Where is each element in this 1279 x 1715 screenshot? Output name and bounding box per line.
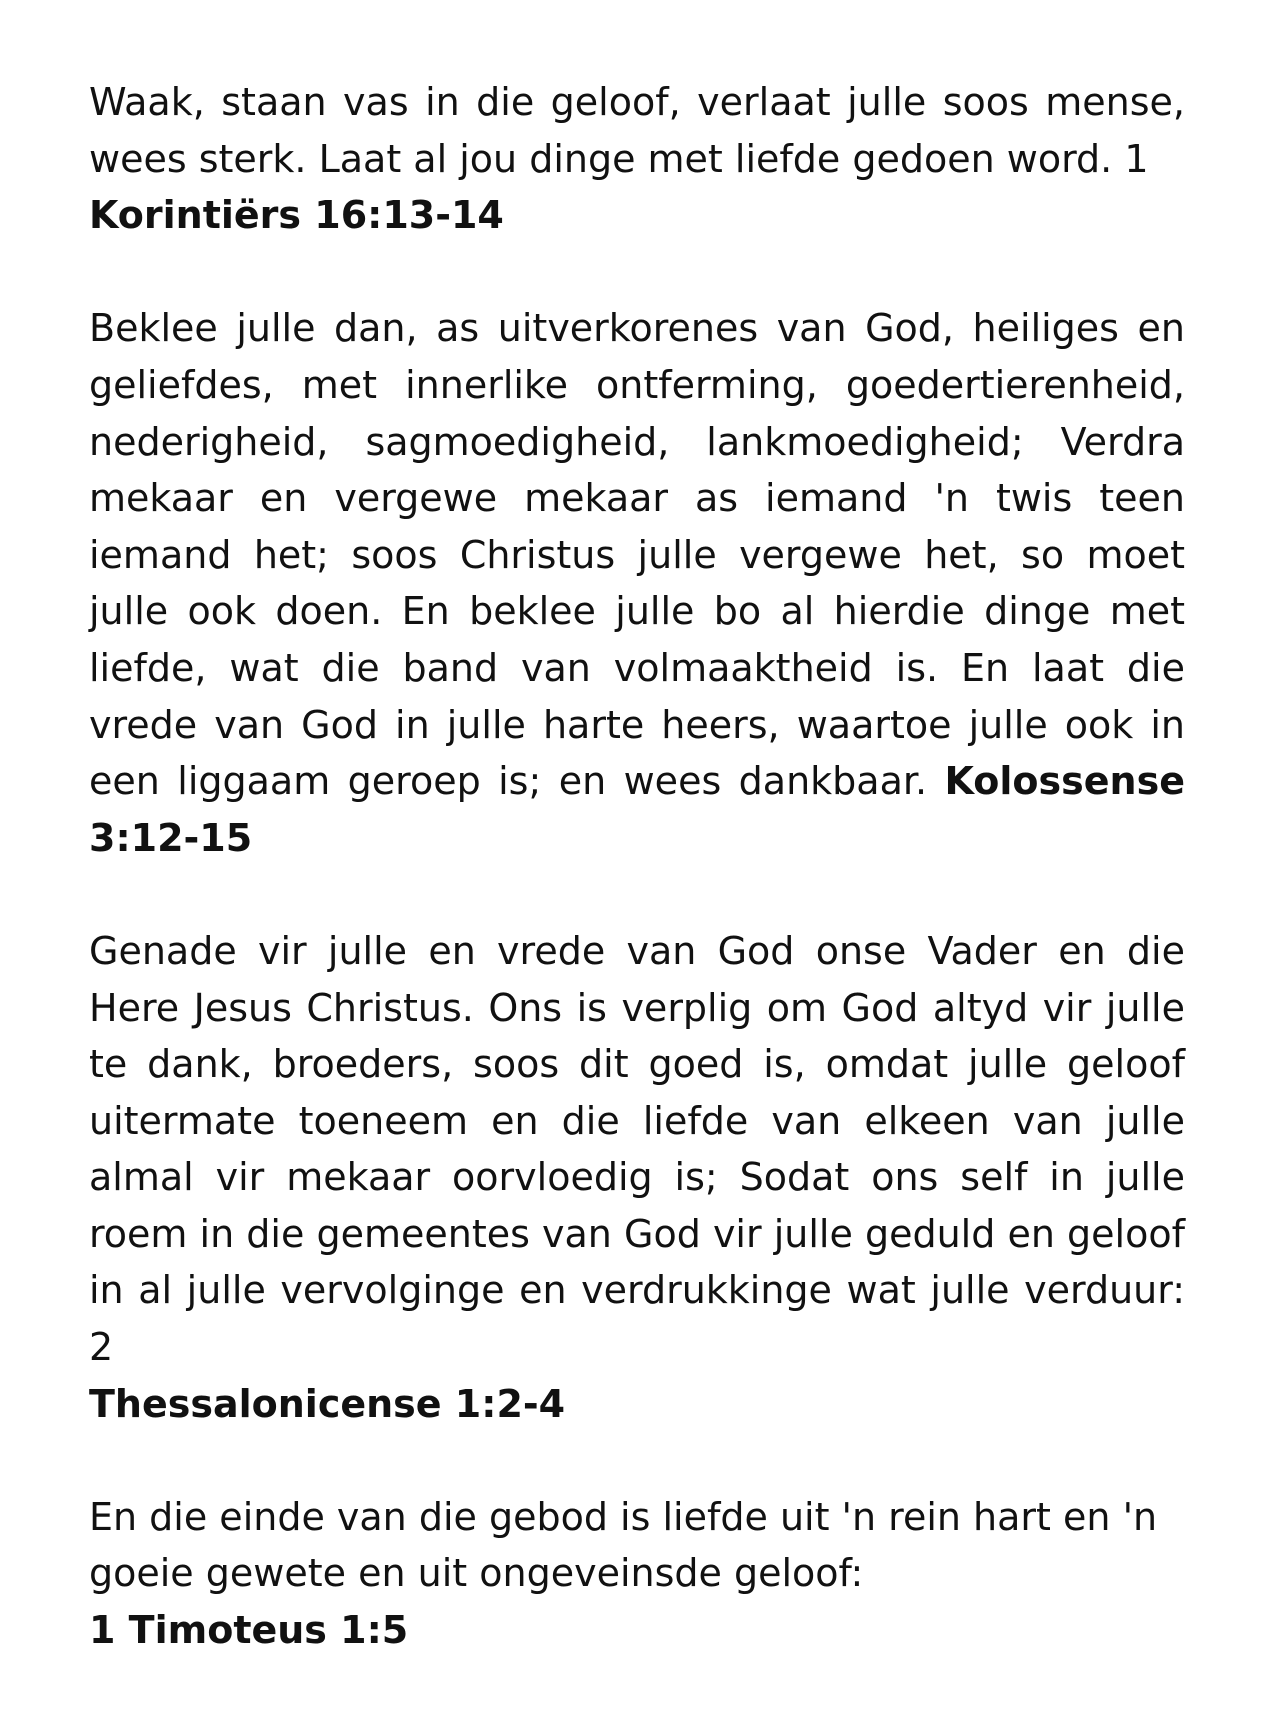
passage-3 [89,923,1185,1432]
scripture-reference: Kolossense 3:12-15 [89,759,1185,860]
passage-text: Genade vir julle en vrede van God onse Vader en die Here Jesus Christus. Ons is verplig om God altyd vir julle te dank, broeders, soos dit goed is, omdat julle geloof uitermate toeneem en die liefde van elkeen van julle almal vir mekaar oorvloedig is; Sodat ons self in julle roem in die gemeentes van God vir julle geduld en geloof in al julle vervolginge en verdrukkinge wat julle verduur: 2 [89,928,1185,1370]
passage-text: En die einde van die gebod is liefde uit 'n rein hart en 'n goeie gewete en uit ongeveinsde geloof: [89,1494,1158,1596]
scripture-reference: Thessalonicense 1:2-4 [89,1381,566,1426]
passage-1 [89,74,1185,244]
scripture-reference: Korintiërs 16:13-14 [89,193,504,238]
document-page [89,74,1185,1715]
scripture-reference: 1 Timoteus 1:5 [89,1608,409,1653]
passage-text: Beklee julle dan, as uitverkorenes van God, heiliges en geliefdes, met innerlike ontferming, goedertierenheid, nederigheid, sagmoedigheid, lankmoedigheid; Verdra mekaar en vergewe mekaar as iemand 'n twis teen iemand het; soos Christus julle vergewe het, so moet julle ook doen. En beklee julle bo al hierdie dinge met liefde, wat die band van volmaaktheid is. En laat die vrede van God in julle harte heers, waartoe julle ook in een liggaam geroep is; en wees dankbaar. [89,306,1185,804]
passage-4 [89,1489,1185,1659]
passage-2 [89,300,1185,866]
passage-text: Waak, staan vas in die geloof, verlaat julle soos mense, wees sterk. Laat al jou dinge met liefde gedoen word. 1 [89,80,1185,181]
